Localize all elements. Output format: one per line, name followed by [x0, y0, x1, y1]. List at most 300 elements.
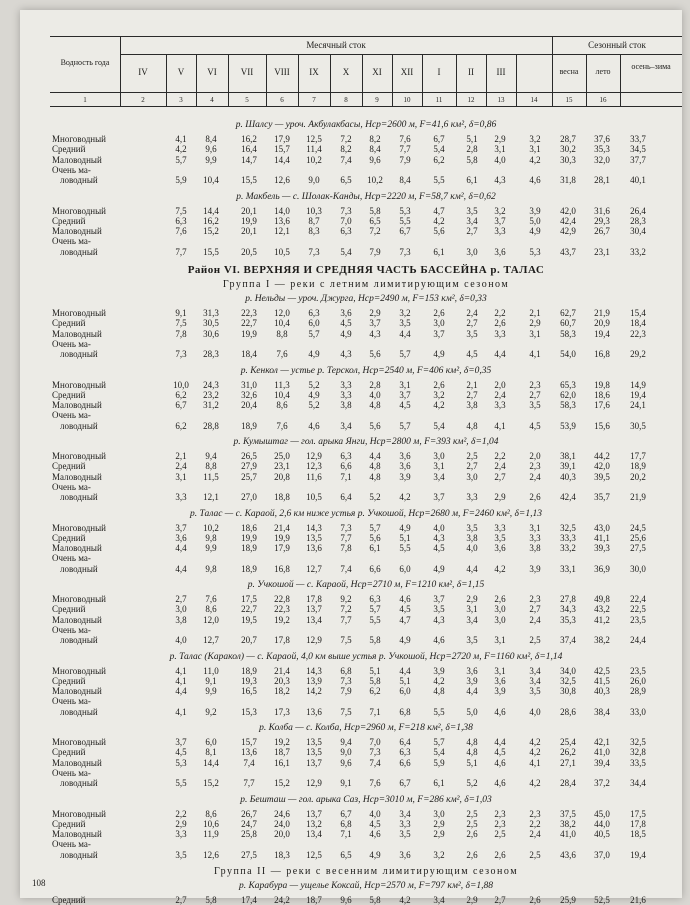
table-cell: 22,7: [241, 604, 257, 615]
table-cell: 2,0: [494, 379, 506, 390]
table-cell: 4,6: [369, 829, 381, 840]
table-cell: 4,4: [466, 686, 478, 697]
table-cell: 8,4: [369, 144, 381, 155]
table-cell: 8,2: [340, 144, 352, 155]
table-cell: 17,8: [274, 635, 290, 646]
table-cell: 3,9: [399, 471, 411, 482]
table-cell: 2,9: [529, 318, 541, 329]
table-cell: 6,0: [399, 563, 411, 574]
table-cell: 6,3: [340, 451, 352, 461]
table-cell: 25,7: [241, 471, 257, 482]
table-cell: 4,5: [399, 400, 411, 411]
table-cell: 23,1: [594, 246, 610, 257]
table-cell: 32,0: [594, 154, 610, 165]
table-cell: 10,2: [203, 522, 219, 533]
table-cell: 10,4: [274, 318, 290, 329]
table-cell: 3,5: [433, 604, 445, 615]
table-cell: 4,2: [399, 895, 411, 905]
month-header: VIII: [274, 67, 290, 77]
table-cell: 20,2: [630, 471, 646, 482]
table-cell: 9,6: [369, 154, 381, 165]
table-cell: 17,7: [630, 451, 646, 461]
row-label: ловодный: [60, 635, 98, 646]
table-cell: 7,2: [369, 226, 381, 237]
table-cell: 4,7: [433, 205, 445, 216]
table-cell: 3,0: [494, 614, 506, 625]
row-label: Маловодный: [52, 328, 102, 339]
table-cell: 6,8: [340, 665, 352, 676]
table-cell: 14,4: [274, 154, 290, 165]
table-cell: 4,4: [494, 737, 506, 747]
table-cell: 6,3: [308, 308, 320, 318]
column-number: 1: [83, 96, 87, 104]
table-cell: 5,7: [399, 349, 411, 360]
table-cell: 2,9: [494, 134, 506, 144]
table-cell: 23,2: [203, 389, 219, 400]
row-label: ловодный: [60, 563, 98, 574]
table-row: [50, 767, 682, 789]
header-rule: [50, 92, 682, 93]
table-cell: 4,1: [175, 675, 187, 686]
table-cell: 7,7: [243, 778, 255, 789]
table-cell: 4,2: [433, 675, 445, 686]
table-cell: 3,4: [399, 808, 411, 819]
table-cell: 3,9: [466, 675, 478, 686]
table-cell: 3,1: [494, 665, 506, 676]
table-cell: 9,1: [205, 675, 217, 686]
table-cell: 5,2: [308, 379, 320, 390]
table-cell: 5,7: [369, 522, 381, 533]
table-cell: 17,6: [594, 400, 610, 411]
table-cell: 8,7: [308, 215, 320, 226]
table-cell: 4,4: [494, 349, 506, 360]
table-cell: 10,0: [173, 379, 189, 390]
table-cell: 3,2: [399, 308, 411, 318]
table-cell: 18,3: [274, 849, 290, 860]
table-row: [50, 164, 682, 186]
row-label: ловодный: [60, 420, 98, 431]
table-cell: 3,6: [399, 451, 411, 461]
table-cell: 7,5: [175, 205, 187, 216]
table-cell: 7,0: [369, 737, 381, 747]
table-cell: 2,7: [466, 461, 478, 472]
table-cell: 16,8: [594, 349, 610, 360]
table-cell: 4,8: [369, 461, 381, 472]
table-cell: 4,3: [340, 349, 352, 360]
table-row: [50, 206, 682, 216]
table-cell: 18,7: [274, 747, 290, 758]
table-cell: 30,0: [630, 563, 646, 574]
table-cell: 3,5: [399, 829, 411, 840]
month-header: II: [468, 67, 474, 77]
table-cell: 2,4: [494, 461, 506, 472]
table-cell: 18,9: [630, 461, 646, 472]
table-cell: 5,1: [369, 665, 381, 676]
table-cell: 21,9: [630, 492, 646, 503]
table-cell: 3,8: [466, 400, 478, 411]
table-cell: 28,3: [203, 349, 219, 360]
table-cell: 5,8: [205, 895, 217, 905]
table-cell: 2,6: [529, 895, 541, 905]
table-cell: 18,8: [274, 492, 290, 503]
table-cell: 14,3: [306, 665, 322, 676]
table-cell: 19,2: [274, 737, 290, 747]
table-cell: 3,1: [494, 635, 506, 646]
table-cell: 32,6: [241, 389, 257, 400]
table-cell: 15,5: [241, 175, 257, 186]
table-cell: 7,6: [276, 420, 288, 431]
table-cell: 6,2: [433, 154, 445, 165]
table-cell: 41,0: [560, 829, 576, 840]
table-cell: 3,1: [466, 604, 478, 615]
table-cell: 30,6: [203, 328, 219, 339]
row-label: Многоводный: [52, 205, 106, 216]
table-cell: 4,4: [399, 665, 411, 676]
table-cell: 11,4: [306, 144, 322, 155]
table-cell: 2,2: [175, 808, 187, 819]
table-cell: 24,1: [630, 400, 646, 411]
row-label: ловодный: [60, 778, 98, 789]
table-row: [50, 308, 682, 318]
table-cell: 4,1: [175, 665, 187, 676]
table-cell: 6,6: [369, 563, 381, 574]
month-header: IX: [309, 67, 319, 77]
table-cell: 2,9: [466, 594, 478, 604]
table-cell: 33,2: [630, 246, 646, 257]
table-cell: 5,8: [369, 675, 381, 686]
row-label: ловодный: [60, 849, 98, 860]
table-cell: 3,6: [175, 532, 187, 543]
table-cell: 4,5: [529, 420, 541, 431]
table-cell: 6,1: [433, 246, 445, 257]
table-cell: 7,3: [340, 675, 352, 686]
table-cell: 2,2: [529, 818, 541, 829]
table-cell: 4,9: [529, 226, 541, 237]
table-cell: 4,5: [340, 318, 352, 329]
table-cell: 43,0: [594, 522, 610, 533]
table-cell: 5,8: [369, 635, 381, 646]
table-cell: 7,6: [205, 594, 217, 604]
table-cell: 5,6: [369, 349, 381, 360]
table-row: [50, 758, 682, 768]
table-cell: 32,8: [630, 747, 646, 758]
table-cell: 42,9: [560, 226, 576, 237]
table-cell: 20,4: [241, 400, 257, 411]
table-cell: 6,3: [399, 747, 411, 758]
table-cell: 7,4: [369, 757, 381, 768]
row-label: Очень ма-: [52, 553, 91, 564]
table-cell: 4,5: [175, 747, 187, 758]
table-cell: 7,1: [369, 706, 381, 717]
table-cell: 7,2: [340, 134, 352, 144]
table-cell: 3,9: [494, 686, 506, 697]
table-cell: 7,3: [340, 205, 352, 216]
table-cell: 2,6: [466, 829, 478, 840]
table-cell: 20,1: [241, 226, 257, 237]
table-cell: 5,8: [369, 205, 381, 216]
table-cell: 2,1: [466, 379, 478, 390]
row-label: Многоводный: [52, 451, 106, 461]
table-cell: 11,6: [306, 471, 322, 482]
table-cell: 6,6: [340, 461, 352, 472]
table-cell: 7,4: [340, 563, 352, 574]
table-cell: 38,4: [594, 706, 610, 717]
column-number: 2: [141, 96, 145, 104]
table-cell: 15,5: [203, 246, 219, 257]
table-cell: 14,0: [274, 205, 290, 216]
table-cell: 6,8: [340, 818, 352, 829]
table-cell: 7,7: [399, 144, 411, 155]
table-cell: 13,7: [306, 604, 322, 615]
table-cell: 3,5: [175, 849, 187, 860]
table-cell: 7,9: [340, 686, 352, 697]
table-cell: 3,3: [466, 492, 478, 503]
table-cell: 6,7: [340, 808, 352, 819]
table-row: [50, 829, 682, 839]
table-cell: 2,6: [466, 849, 478, 860]
table-cell: 3,2: [433, 849, 445, 860]
table-row: [50, 696, 682, 717]
table-cell: 5,7: [175, 154, 187, 165]
table-cell: 4,1: [529, 757, 541, 768]
table-cell: 3,1: [529, 144, 541, 155]
table-cell: 30,5: [630, 420, 646, 431]
table-cell: 17,8: [630, 818, 646, 829]
table-cell: 2,7: [494, 895, 506, 905]
table-cell: 2,7: [466, 389, 478, 400]
table-cell: 58,3: [560, 400, 576, 411]
table-cell: 4,9: [369, 849, 381, 860]
table-cell: 34,3: [560, 604, 576, 615]
table-cell: 58,3: [560, 328, 576, 339]
table-cell: 2,3: [529, 808, 541, 819]
table-cell: 12,9: [306, 635, 322, 646]
table-cell: 2,7: [175, 895, 187, 905]
table-cell: 12,1: [274, 226, 290, 237]
table-cell: 3,7: [369, 318, 381, 329]
table-cell: 15,2: [203, 226, 219, 237]
table-cell: 10,3: [306, 205, 322, 216]
column-number: 9: [375, 96, 379, 104]
table-cell: 22,7: [241, 318, 257, 329]
table-cell: 25,4: [560, 737, 576, 747]
table-cell: 7,4: [340, 154, 352, 165]
table-cell: 22,4: [630, 594, 646, 604]
table-row: [50, 809, 682, 819]
table-cell: 15,4: [630, 308, 646, 318]
table-cell: 19,4: [630, 389, 646, 400]
column-number: 13: [497, 96, 505, 104]
table-cell: 39,4: [594, 757, 610, 768]
table-cell: 14,7: [241, 154, 257, 165]
table-cell: 5,0: [466, 706, 478, 717]
table-cell: 19,9: [274, 532, 290, 543]
table-cell: 36,9: [594, 563, 610, 574]
table-cell: 20,1: [241, 205, 257, 216]
table-cell: 3,7: [433, 492, 445, 503]
row-label: Маловодный: [52, 400, 102, 411]
table-row: [50, 472, 682, 482]
table-cell: 3,1: [494, 144, 506, 155]
table-cell: 2,9: [369, 308, 381, 318]
row-label: Средний: [52, 532, 86, 543]
table-cell: 7,0: [340, 215, 352, 226]
table-cell: 65,3: [560, 379, 576, 390]
table-cell: 28,7: [560, 134, 576, 144]
table-cell: 4,4: [369, 451, 381, 461]
table-row: [50, 666, 682, 676]
season-header: лето: [595, 67, 611, 76]
table-cell: 33,5: [630, 757, 646, 768]
table-cell: 14,2: [306, 686, 322, 697]
table-cell: 29,2: [630, 349, 646, 360]
table-cell: 14,4: [203, 205, 219, 216]
table-cell: 4,8: [466, 420, 478, 431]
table-cell: 4,5: [466, 349, 478, 360]
table-cell: 42,1: [594, 737, 610, 747]
table-cell: 27,1: [560, 757, 576, 768]
table-cell: 23,5: [630, 665, 646, 676]
table-cell: 40,3: [594, 686, 610, 697]
table-cell: 28,1: [594, 175, 610, 186]
table-cell: 44,2: [594, 451, 610, 461]
table-cell: 7,6: [276, 349, 288, 360]
table-cell: 6,1: [433, 778, 445, 789]
table-cell: 5,2: [369, 492, 381, 503]
table-cell: 25,8: [241, 829, 257, 840]
column-number: 5: [245, 96, 249, 104]
row-label: Многоводный: [52, 808, 106, 819]
table-cell: 10,5: [306, 492, 322, 503]
table-row: [50, 338, 682, 360]
table-cell: 3,4: [466, 614, 478, 625]
table-row: [50, 400, 682, 410]
table-cell: 16,2: [203, 215, 219, 226]
table-cell: 3,6: [494, 246, 506, 257]
table-cell: 5,1: [466, 134, 478, 144]
table-cell: 9,2: [205, 706, 217, 717]
table-cell: 9,9: [205, 686, 217, 697]
table-cell: 31,0: [241, 379, 257, 390]
table-cell: 6,3: [369, 594, 381, 604]
table-cell: 7,6: [399, 134, 411, 144]
table-cell: 2,9: [433, 818, 445, 829]
table-cell: 12,9: [306, 778, 322, 789]
table-cell: 4,9: [308, 389, 320, 400]
row-label: Очень ма-: [52, 696, 91, 707]
table-cell: 4,4: [399, 328, 411, 339]
month-header: XI: [372, 67, 382, 77]
table-cell: 13,5: [306, 532, 322, 543]
table-cell: 3,3: [340, 379, 352, 390]
table-cell: 20,9: [594, 318, 610, 329]
table-cell: 5,7: [399, 420, 411, 431]
table-cell: 3,5: [494, 532, 506, 543]
table-cell: 37,6: [594, 134, 610, 144]
table-cell: 4,3: [433, 532, 445, 543]
table-cell: 3,6: [399, 461, 411, 472]
column-number: 10: [403, 96, 411, 104]
seasonal-runoff-header: Сезонный сток: [588, 40, 646, 50]
column-number: 3: [179, 96, 183, 104]
table-row: [50, 481, 682, 503]
table-cell: 4,1: [494, 420, 506, 431]
group-heading: Группа II — реки с весенним лимитирующим сезоном: [213, 866, 519, 877]
table-cell: 23,1: [274, 461, 290, 472]
table-row: [50, 410, 682, 431]
table-cell: 30,5: [203, 318, 219, 329]
table-cell: 7,7: [340, 532, 352, 543]
table-cell: 28,3: [630, 215, 646, 226]
table-cell: 2,4: [175, 461, 187, 472]
monthly-runoff-header: Месячный сток: [306, 40, 366, 50]
table-cell: 27,0: [241, 492, 257, 503]
row-label: Очень ма-: [52, 410, 91, 421]
row-label: Маловодный: [52, 614, 102, 625]
row-label: Маловодный: [52, 829, 102, 840]
table-cell: 10,4: [203, 175, 219, 186]
table-cell: 13,4: [306, 829, 322, 840]
table-cell: 4,2: [433, 400, 445, 411]
table-cell: 2,5: [494, 829, 506, 840]
table-cell: 3,6: [340, 308, 352, 318]
table-cell: 6,4: [399, 737, 411, 747]
table-cell: 12,5: [306, 849, 322, 860]
table-cell: 6,0: [205, 737, 217, 747]
table-cell: 9,6: [340, 895, 352, 905]
table-cell: 33,0: [630, 706, 646, 717]
table-cell: 21,6: [630, 895, 646, 905]
table-cell: 12,1: [203, 492, 219, 503]
table-cell: 7,8: [175, 328, 187, 339]
table-cell: 3,9: [433, 665, 445, 676]
table-cell: 3,8: [175, 614, 187, 625]
table-cell: 15,2: [203, 778, 219, 789]
header-rule: [50, 36, 682, 37]
row-label: Средний: [52, 144, 86, 155]
table-cell: 8,8: [276, 328, 288, 339]
table-cell: 42,4: [560, 215, 576, 226]
table-cell: 15,6: [594, 420, 610, 431]
table-cell: 18,5: [630, 829, 646, 840]
table-cell: 40,5: [594, 829, 610, 840]
table-cell: 16,1: [274, 757, 290, 768]
table-cell: 4,9: [433, 563, 445, 574]
table-row: [50, 895, 682, 905]
column-number: 8: [344, 96, 348, 104]
table-cell: 9,6: [205, 144, 217, 155]
table-cell: 21,4: [274, 522, 290, 533]
table-cell: 7,3: [369, 747, 381, 758]
station-heading: р. Нельды — уроч. Джургa, Hср=2490 м, F=153 км², δ=0,33: [245, 294, 487, 304]
table-cell: 2,7: [175, 594, 187, 604]
table-cell: 14,9: [630, 379, 646, 390]
table-cell: 16,5: [241, 686, 257, 697]
table-cell: 22,3: [241, 308, 257, 318]
table-cell: 3,7: [433, 594, 445, 604]
table-cell: 41,0: [594, 747, 610, 758]
table-cell: 3,0: [433, 808, 445, 819]
table-cell: 2,3: [494, 818, 506, 829]
table-cell: 49,8: [594, 594, 610, 604]
table-cell: 18,6: [594, 389, 610, 400]
header-rule: [50, 106, 682, 107]
table-cell: 6,8: [399, 706, 411, 717]
table-cell: 2,6: [433, 379, 445, 390]
table-cell: 26,2: [560, 747, 576, 758]
table-cell: 16,2: [241, 134, 257, 144]
column-number: 4: [210, 96, 214, 104]
